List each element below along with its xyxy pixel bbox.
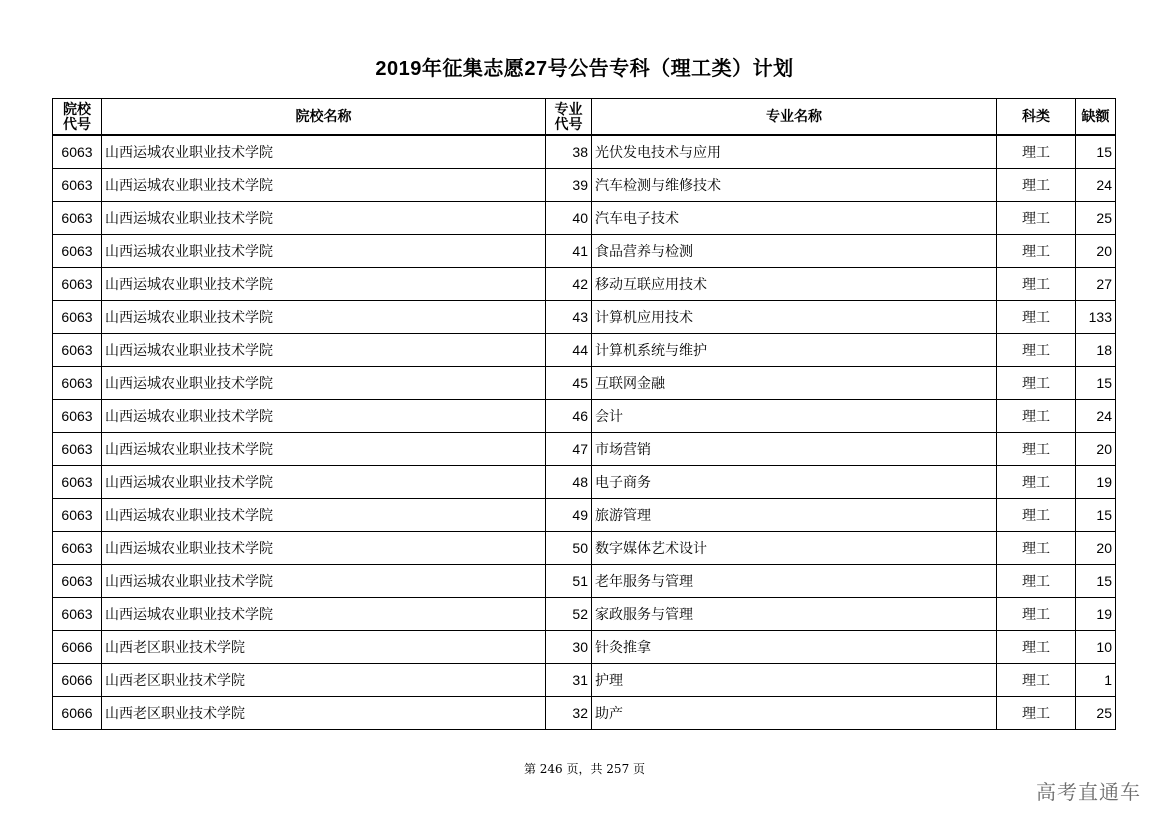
header-category: 科类 — [997, 99, 1076, 136]
cell-school-code: 6066 — [53, 631, 102, 664]
table-row — [53, 466, 1116, 499]
cell-major-name: 老年服务与管理 — [592, 565, 997, 598]
cell-major-code: 30 — [546, 631, 592, 664]
cell-school-code: 6063 — [53, 135, 102, 169]
cell-vacancies: 20 — [1076, 433, 1116, 466]
cell-school-code: 6063 — [53, 466, 102, 499]
table-row — [53, 301, 1116, 334]
cell-school-name: 山西运城农业职业技术学院 — [102, 235, 546, 268]
cell-category: 理工 — [997, 499, 1076, 532]
cell-major-code: 48 — [546, 466, 592, 499]
cell-school-name: 山西运城农业职业技术学院 — [102, 466, 546, 499]
cell-category: 理工 — [997, 268, 1076, 301]
cell-major-name: 护理 — [592, 664, 997, 697]
cell-school-code: 6063 — [53, 565, 102, 598]
table-row — [53, 598, 1116, 631]
table-row — [53, 334, 1116, 367]
page-title: 2019年征集志愿27号公告专科（理工类）计划 — [375, 58, 794, 80]
cell-vacancies: 10 — [1076, 631, 1116, 664]
cell-school-code: 6063 — [53, 202, 102, 235]
cell-vacancies: 20 — [1076, 235, 1116, 268]
cell-vacancies: 19 — [1076, 466, 1116, 499]
cell-school-name: 山西运城农业职业技术学院 — [102, 169, 546, 202]
cell-major-name: 旅游管理 — [592, 499, 997, 532]
cell-category: 理工 — [997, 664, 1076, 697]
cell-school-name: 山西运城农业职业技术学院 — [102, 598, 546, 631]
cell-school-name: 山西运城农业职业技术学院 — [102, 499, 546, 532]
cell-major-name: 光伏发电技术与应用 — [592, 135, 997, 169]
cell-major-name: 针灸推拿 — [592, 631, 997, 664]
cell-school-code: 6066 — [53, 664, 102, 697]
cell-school-code: 6063 — [53, 532, 102, 565]
cell-vacancies: 25 — [1076, 697, 1116, 730]
cell-major-code: 38 — [546, 135, 592, 169]
table-row — [53, 268, 1116, 301]
cell-vacancies: 15 — [1076, 135, 1116, 169]
table-row — [53, 664, 1116, 697]
table-row — [53, 202, 1116, 235]
cell-major-code: 52 — [546, 598, 592, 631]
cell-major-code: 43 — [546, 301, 592, 334]
cell-school-code: 6063 — [53, 499, 102, 532]
cell-major-code: 45 — [546, 367, 592, 400]
cell-school-name: 山西运城农业职业技术学院 — [102, 532, 546, 565]
cell-category: 理工 — [997, 301, 1076, 334]
cell-vacancies: 133 — [1076, 301, 1116, 334]
cell-school-name: 山西运城农业职业技术学院 — [102, 433, 546, 466]
cell-major-name: 计算机应用技术 — [592, 301, 997, 334]
header-major-name: 专业名称 — [592, 99, 997, 136]
cell-school-name: 山西运城农业职业技术学院 — [102, 334, 546, 367]
cell-school-name: 山西运城农业职业技术学院 — [102, 301, 546, 334]
cell-category: 理工 — [997, 466, 1076, 499]
cell-category: 理工 — [997, 598, 1076, 631]
table-body — [53, 135, 1116, 730]
admission-plan-table — [52, 98, 1116, 730]
cell-major-code: 40 — [546, 202, 592, 235]
cell-vacancies: 1 — [1076, 664, 1116, 697]
cell-school-name: 山西运城农业职业技术学院 — [102, 565, 546, 598]
cell-school-code: 6063 — [53, 433, 102, 466]
cell-school-code: 6063 — [53, 367, 102, 400]
cell-vacancies: 27 — [1076, 268, 1116, 301]
cell-major-code: 39 — [546, 169, 592, 202]
cell-category: 理工 — [997, 202, 1076, 235]
cell-school-name: 山西运城农业职业技术学院 — [102, 367, 546, 400]
header-major-code: 专业代号 — [546, 99, 592, 136]
cell-major-code: 46 — [546, 400, 592, 433]
table-row — [53, 235, 1116, 268]
cell-major-code: 44 — [546, 334, 592, 367]
cell-major-code: 51 — [546, 565, 592, 598]
cell-category: 理工 — [997, 334, 1076, 367]
cell-school-code: 6066 — [53, 697, 102, 730]
cell-major-name: 汽车检测与维修技术 — [592, 169, 997, 202]
page-footer: 第 246 页，共 257 页 — [523, 762, 646, 776]
table-row — [53, 135, 1116, 169]
table-row — [53, 433, 1116, 466]
cell-major-code: 32 — [546, 697, 592, 730]
cell-major-code: 49 — [546, 499, 592, 532]
cell-major-name: 数字媒体艺术设计 — [592, 532, 997, 565]
cell-major-name: 计算机系统与维护 — [592, 334, 997, 367]
cell-major-name: 电子商务 — [592, 466, 997, 499]
cell-vacancies: 15 — [1076, 367, 1116, 400]
cell-major-name: 汽车电子技术 — [592, 202, 997, 235]
cell-category: 理工 — [997, 367, 1076, 400]
cell-school-name: 山西老区职业技术学院 — [102, 631, 546, 664]
cell-school-code: 6063 — [53, 598, 102, 631]
cell-school-name: 山西运城农业职业技术学院 — [102, 135, 546, 169]
cell-major-code: 50 — [546, 532, 592, 565]
table-row — [53, 169, 1116, 202]
header-school-name: 院校名称 — [102, 99, 546, 136]
table-header-row — [53, 99, 1116, 136]
cell-school-code: 6063 — [53, 169, 102, 202]
cell-category: 理工 — [997, 631, 1076, 664]
cell-vacancies: 20 — [1076, 532, 1116, 565]
cell-school-name: 山西运城农业职业技术学院 — [102, 268, 546, 301]
cell-category: 理工 — [997, 532, 1076, 565]
cell-vacancies: 15 — [1076, 565, 1116, 598]
cell-major-name: 食品营养与检测 — [592, 235, 997, 268]
cell-school-name: 山西老区职业技术学院 — [102, 664, 546, 697]
cell-vacancies: 15 — [1076, 499, 1116, 532]
table-row — [53, 631, 1116, 664]
cell-category: 理工 — [997, 697, 1076, 730]
cell-category: 理工 — [997, 135, 1076, 169]
cell-vacancies: 19 — [1076, 598, 1116, 631]
cell-category: 理工 — [997, 565, 1076, 598]
cell-school-code: 6063 — [53, 301, 102, 334]
cell-vacancies: 24 — [1076, 400, 1116, 433]
watermark-logo: 高考直通车 — [1036, 782, 1141, 804]
cell-school-name: 山西老区职业技术学院 — [102, 697, 546, 730]
table-row — [53, 400, 1116, 433]
cell-major-code: 31 — [546, 664, 592, 697]
cell-major-name: 互联网金融 — [592, 367, 997, 400]
cell-category: 理工 — [997, 169, 1076, 202]
cell-school-code: 6063 — [53, 235, 102, 268]
cell-major-name: 移动互联应用技术 — [592, 268, 997, 301]
cell-vacancies: 24 — [1076, 169, 1116, 202]
table-row — [53, 697, 1116, 730]
cell-major-name: 会计 — [592, 400, 997, 433]
cell-major-code: 47 — [546, 433, 592, 466]
cell-vacancies: 18 — [1076, 334, 1116, 367]
cell-major-name: 家政服务与管理 — [592, 598, 997, 631]
table-row — [53, 499, 1116, 532]
cell-category: 理工 — [997, 433, 1076, 466]
cell-major-code: 41 — [546, 235, 592, 268]
cell-school-code: 6063 — [53, 268, 102, 301]
header-school-code: 院校代号 — [53, 99, 102, 136]
table-row — [53, 565, 1116, 598]
header-vacancies: 缺额 — [1076, 99, 1116, 136]
table-row — [53, 532, 1116, 565]
cell-major-name: 市场营销 — [592, 433, 997, 466]
cell-major-name: 助产 — [592, 697, 997, 730]
cell-school-code: 6063 — [53, 400, 102, 433]
cell-major-code: 42 — [546, 268, 592, 301]
table-row — [53, 367, 1116, 400]
cell-school-name: 山西运城农业职业技术学院 — [102, 202, 546, 235]
cell-category: 理工 — [997, 400, 1076, 433]
cell-category: 理工 — [997, 235, 1076, 268]
cell-school-name: 山西运城农业职业技术学院 — [102, 400, 546, 433]
cell-vacancies: 25 — [1076, 202, 1116, 235]
cell-school-code: 6063 — [53, 334, 102, 367]
